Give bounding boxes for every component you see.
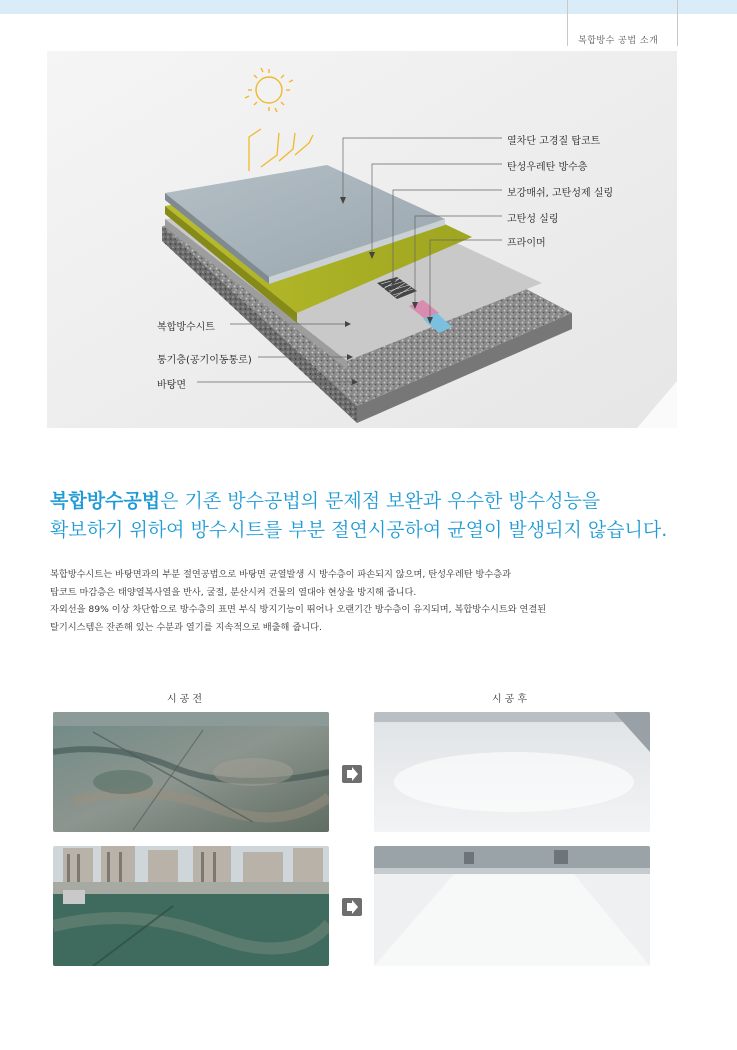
top-bar (0, 0, 737, 14)
label-ventilation-layer: 통기층(공기이동통로) (157, 355, 252, 366)
headline-highlight: 복합방수공법 (50, 490, 161, 512)
label-primer: 프라이머 (507, 238, 546, 249)
label-urethane-layer: 탄성우레탄 방수층 (507, 162, 588, 173)
header-divider (567, 0, 568, 46)
arrow-right-icon (342, 898, 362, 916)
waterproofing-layer-diagram (47, 51, 677, 428)
headline (50, 487, 730, 545)
header-divider (677, 0, 678, 46)
before-caption: 시공전 (167, 694, 205, 705)
section-label: 복합방수 공법 소개 (578, 36, 659, 46)
label-mesh-sealing: 보강매쉬, 고탄성제 실링 (507, 188, 614, 199)
body-line: 복합방수시트는 바탕면과의 부분 절연공법으로 바탕면 균열발생 시 방수층이 파손되지 않으며, 탄성우레탄 방수층과 (50, 569, 512, 580)
body-text (50, 566, 700, 636)
label-composite-sheet: 복합방수시트 (157, 322, 215, 333)
body-line: 탑코트 마감층은 태양열복사열을 반사, 굴절, 분산시켜 건물의 열대야 현상을 방지해 줍니다. (50, 586, 417, 598)
after-photo-1 (374, 712, 650, 832)
before-photo-1 (53, 712, 329, 832)
after-caption: 시공후 (492, 694, 530, 705)
body-line: 자외선을 89% 이상 차단함으로 방수층의 표면 부식 방지기능이 뛰어나 오랜기간 방수층이 유지되며, 복합방수시트와 연결된 (50, 604, 547, 615)
headline-line1: 은 기존 방수공법의 문제점 보완과 우수한 방수성능을 (160, 490, 601, 512)
label-base-surface: 바탕면 (157, 380, 186, 391)
label-high-elastic-sealing: 고탄성 실링 (507, 214, 559, 225)
label-topcoat: 열차단 고경질 탑코트 (507, 136, 601, 147)
body-line: 탈기시스템은 잔존해 있는 수분과 열기를 지속적으로 배출해 줍니다. (50, 621, 322, 633)
after-photo-2 (374, 846, 650, 966)
before-photo-2 (53, 846, 329, 966)
headline-line2: 확보하기 위하여 방수시트를 부분 절연시공하여 균열이 발생되지 않습니다. (50, 519, 668, 541)
arrow-right-icon (342, 765, 362, 783)
